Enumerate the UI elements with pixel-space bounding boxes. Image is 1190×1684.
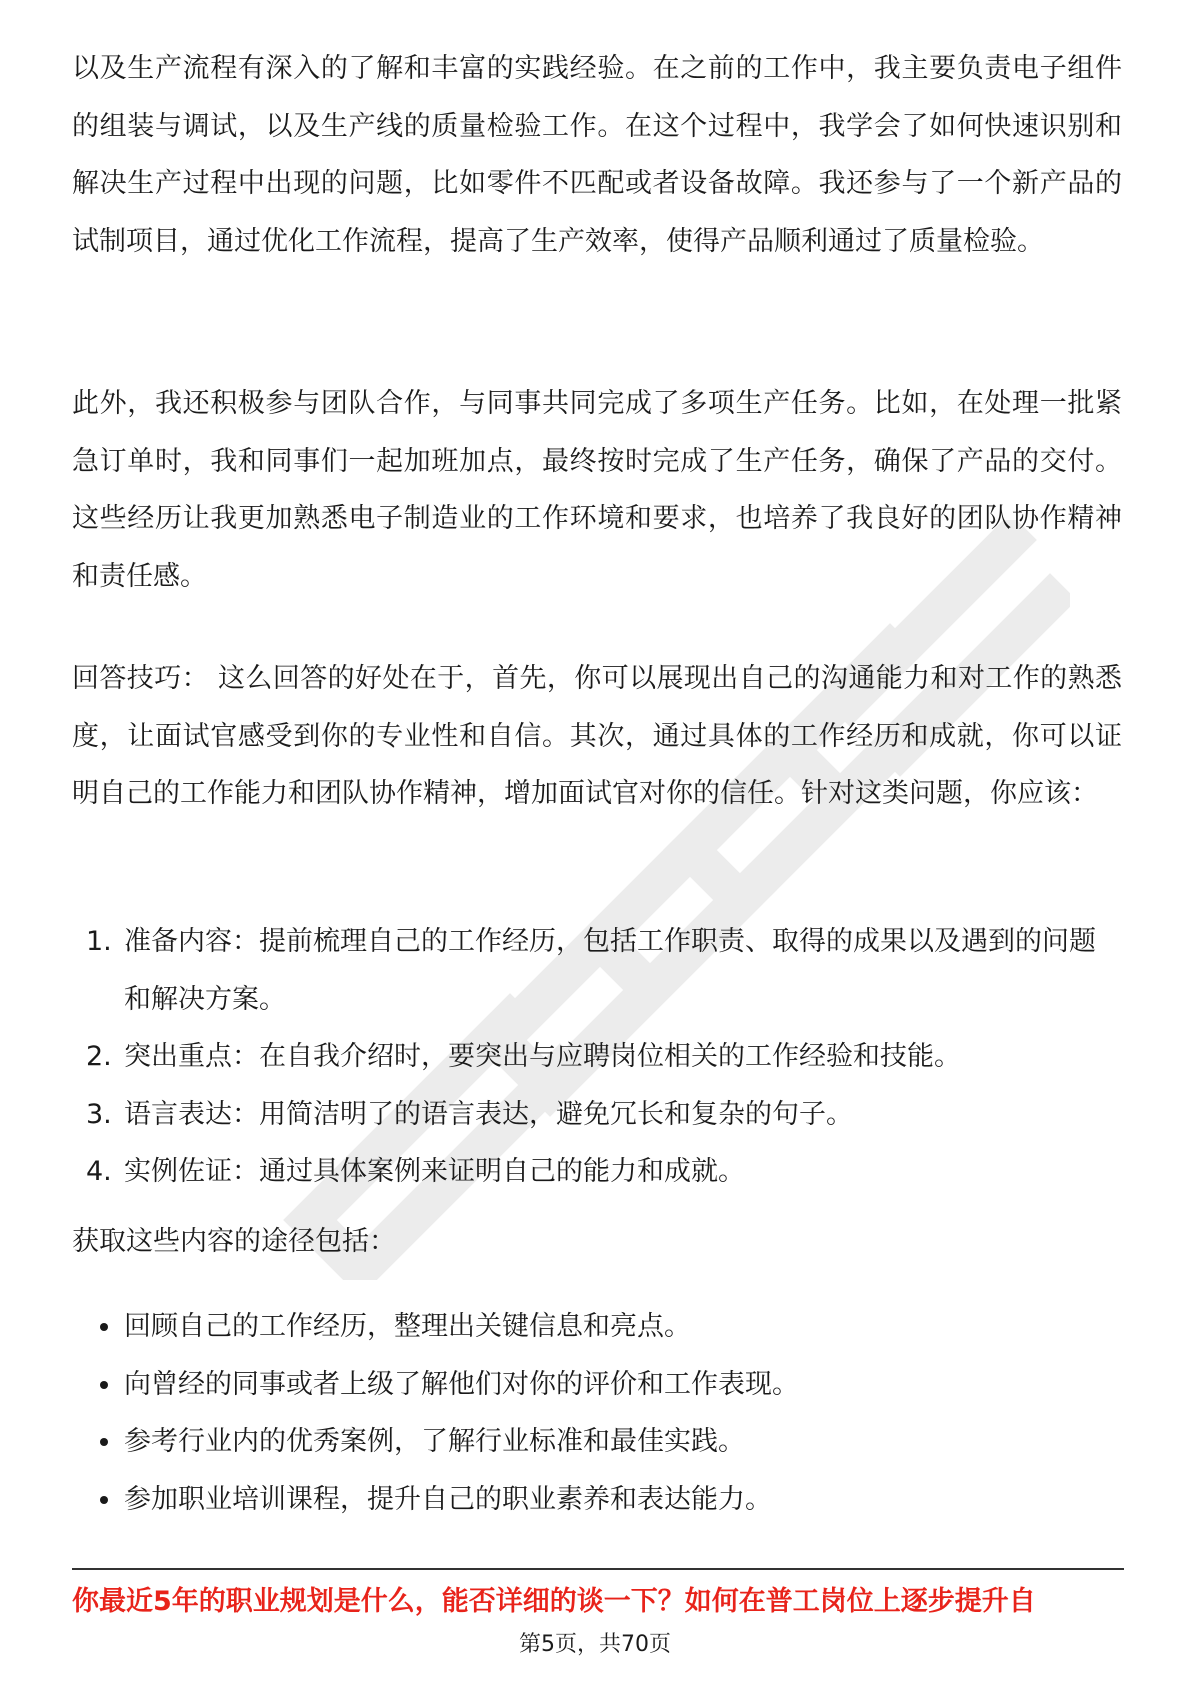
list-item-text: 准备内容：提前梳理自己的工作经历，包括工作职责、取得的成果以及遇到的问题和解决方案。 (124, 926, 1096, 1015)
bullet-icon (100, 1381, 108, 1389)
list-item-number: 4. (86, 1156, 112, 1187)
list-item-number: 1. (86, 926, 112, 957)
footer-divider (72, 1568, 1124, 1570)
list-item-text: 向曾经的同事或者上级了解他们对你的评价和工作表现。 (124, 1368, 799, 1400)
paragraph-work-experience: 以及生产流程有深入的了解和丰富的实践经验。在之前的工作中，我主要负责电子组件的组装与调试，以及生产线的质量检验工作。在这个过程中，我学会了如何快速识别和解决生产过程中出现的问题，比如零件不匹配或者设备故障。我还参与了一个新产品的试制项目，通过优化工作流程，提高了生产效率，使得产品顺利通过了质量检验。 (72, 53, 1122, 257)
list-item-text: 参考行业内的优秀案例，了解行业标准和最佳实践。 (124, 1426, 745, 1457)
bullet-icon (100, 1496, 108, 1504)
list-item-text: 回顾自己的工作经历，整理出关键信息和亮点。 (124, 1311, 691, 1342)
tips-ordered-list (72, 913, 1122, 1201)
list-item-text: 参加职业培训课程，提升自己的职业素养和表达能力。 (124, 1483, 772, 1515)
list-item (72, 1471, 1122, 1529)
list-item (72, 1356, 1122, 1414)
list-item-number: 3. (86, 1098, 112, 1130)
list-item-text: 实例佐证：通过具体案例来证明自己的能力和成就。 (124, 1156, 745, 1187)
paragraph-teamwork: 此外，我还积极参与团队合作，与同事共同完成了多项生产任务。比如，在处理一批紧急订单时，我和同事们一起加班加点，最终按时完成了生产任务，确保了产品的交付。这些经历让我更加熟悉电子制造业的工作环境和要求，也培养了我良好的团队协作精神和责任感。 (72, 388, 1122, 592)
page-number: 第5页，共70页 (519, 1632, 671, 1657)
list-item-text: 突出重点：在自我介绍时，要突出与应聘岗位相关的工作经验和技能。 (124, 1041, 961, 1072)
paragraph-sources-intro: 获取这些内容的途径包括： (72, 1226, 396, 1257)
list-item (72, 1143, 1122, 1201)
bullet-icon (100, 1323, 108, 1331)
list-item (72, 913, 1122, 1028)
list-item (72, 1086, 1122, 1144)
sources-bullet-list (72, 1298, 1122, 1528)
list-item (72, 1298, 1122, 1356)
next-question-heading: 你最近5年的职业规划是什么，能否详细的谈一下？如何在普工岗位上逐步提升自 (72, 1586, 1036, 1617)
list-item-text: 语言表达：用简洁明了的语言表达，避免冗长和复杂的句子。 (124, 1098, 853, 1130)
list-item (72, 1028, 1122, 1086)
list-item (72, 1413, 1122, 1471)
list-item-number: 2. (86, 1041, 112, 1072)
paragraph-answer-tips: 回答技巧： 这么回答的好处在于，首先，你可以展现出自己的沟通能力和对工作的熟悉度，让面试官感受到你的专业性和自信。其次，通过具体的工作经历和成就，你可以证明自己的工作能力和团队协作精神，增加面试官对你的信任。针对这类问题，你应该： (72, 663, 1122, 809)
bullet-icon (100, 1438, 108, 1446)
